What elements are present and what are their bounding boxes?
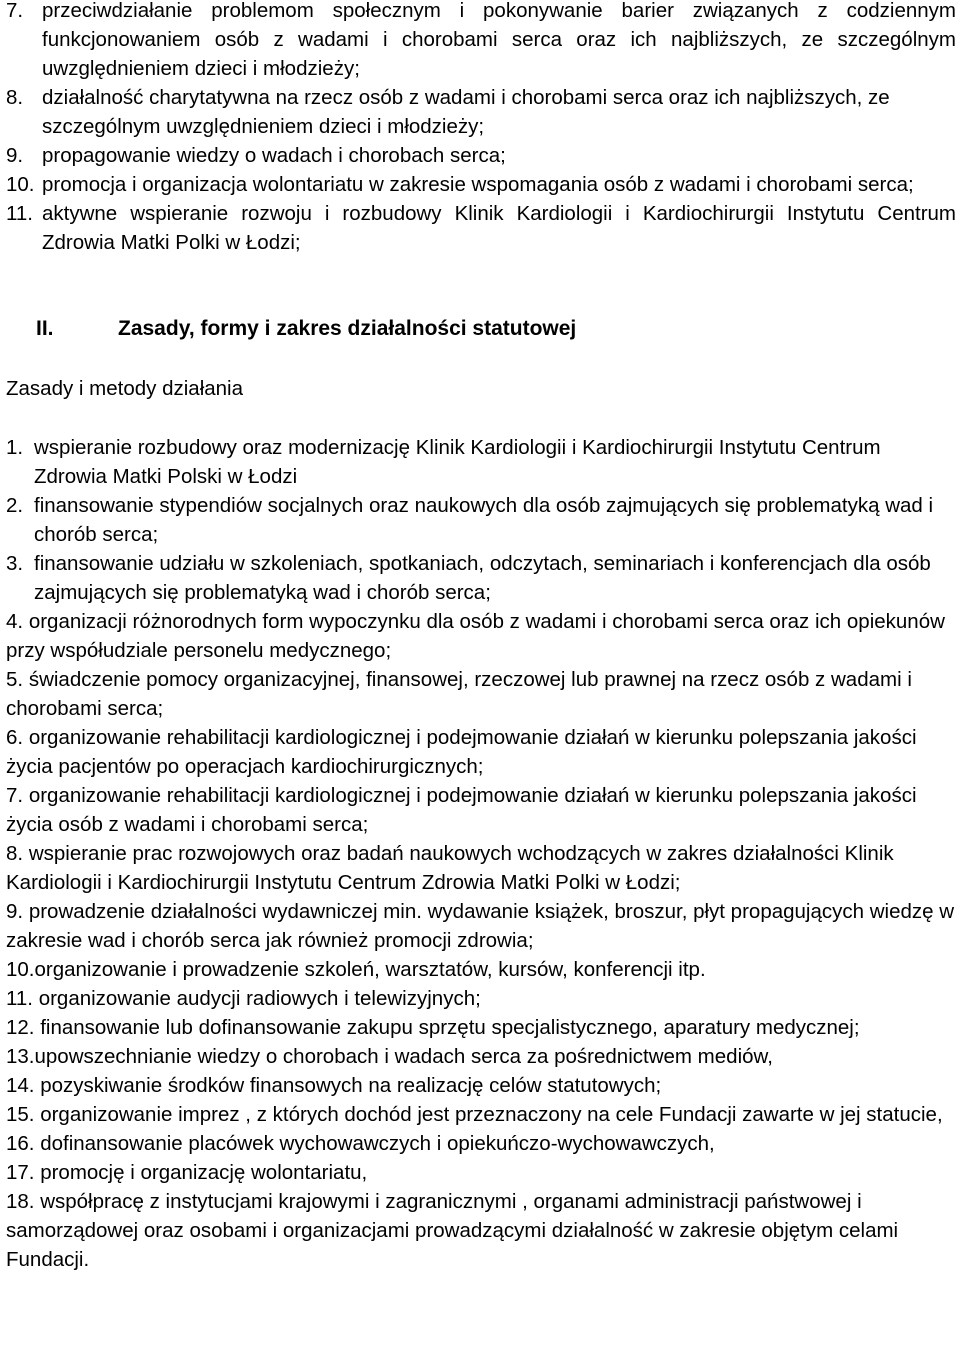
- section-number: II.: [36, 317, 54, 340]
- methods-list: [6, 433, 956, 1274]
- list-item: [6, 984, 956, 1013]
- item-text: dofinansowanie placówek wychowawczych i opiekuńczo-wychowawczych,: [40, 1132, 715, 1155]
- item-text: wspieranie prac rozwojowych oraz badań naukowych wchodzących w zakres działalności Klinik Kardiologii i Kardiochirurgii Instytutu Centrum Zdrowia Matki Polki w Łodzi;: [6, 842, 894, 894]
- item-number: 16.: [6, 1132, 35, 1155]
- item-number: 4.: [6, 610, 24, 633]
- item-number: 11.: [6, 987, 33, 1010]
- item-text: organizowanie rehabilitacji kardiologicznej i podejmowanie działań w kierunku polepszania jakości życia osób z wadami i chorobami serca;: [6, 784, 917, 836]
- item-number: 11.: [6, 202, 33, 225]
- item-text: świadczenie pomocy organizacyjnej, finansowej, rzeczowej lub prawnej na rzecz osób z wadami i chorobami serca;: [6, 668, 912, 720]
- list-item: [6, 665, 956, 723]
- item-number: 7.: [6, 0, 24, 22]
- item-text: organizowanie imprez , z których dochód jest przeznaczony na cele Fundacji zawarte w jej statucie,: [40, 1103, 943, 1126]
- item-number: 15.: [6, 1103, 35, 1126]
- subheading: Zasady i metody działania: [6, 377, 244, 400]
- list-item: [6, 1187, 956, 1274]
- list-item: [6, 141, 956, 170]
- item-number: 5.: [6, 668, 24, 691]
- section-title: Zasady, formy i zakres działalności statutowej: [118, 317, 577, 340]
- item-number: 2.: [6, 494, 24, 517]
- item-text: finansowanie stypendiów socjalnych oraz naukowych dla osób zajmujących się problematyką wad i chorób serca;: [34, 494, 934, 546]
- list-item: [6, 170, 956, 199]
- item-number: 9.: [6, 144, 24, 167]
- list-item: [6, 199, 956, 257]
- item-number: 10.: [6, 173, 35, 196]
- list-item: [6, 491, 956, 549]
- list-item: [6, 897, 956, 955]
- item-text: działalność charytatywna na rzecz osób z wadami i chorobami serca oraz ich najbliższych, ze szczególnym uwzględnieniem dzieci i młodzieży;: [42, 86, 890, 138]
- item-number: 10.: [6, 958, 35, 981]
- list-item: [6, 1129, 956, 1158]
- item-text: wspieranie rozbudowy oraz modernizację Klinik Kardiologii i Kardiochirurgii Instytutu Centrum Zdrowia Matki Polski w Łodzi: [34, 436, 881, 488]
- list-item: [6, 955, 956, 984]
- item-text: aktywne wspieranie rozwoju i rozbudowy Klinik Kardiologii i Kardiochirurgii Instytutu Centrum Zdrowia Matki Polki w Łodzi;: [42, 202, 956, 254]
- list-item: [6, 1100, 956, 1129]
- list-item: [6, 723, 956, 781]
- list-item: [6, 1013, 956, 1042]
- goals-list: [6, 0, 956, 257]
- item-text: finansowanie lub dofinansowanie zakupu sprzętu specjalistycznego, aparatury medycznej;: [40, 1016, 860, 1039]
- item-number: 14.: [6, 1074, 35, 1097]
- item-number: 7.: [6, 784, 24, 807]
- item-number: 12.: [6, 1016, 35, 1039]
- item-text: organizowanie audycji radiowych i telewizyjnych;: [38, 987, 481, 1010]
- list-item: [6, 781, 956, 839]
- list-item: [6, 1071, 956, 1100]
- item-number: 9.: [6, 900, 24, 923]
- item-number: 3.: [6, 552, 24, 575]
- item-text: prowadzenie działalności wydawniczej min. wydawanie książek, broszur, płyt propagujących wiedzę w zakresie wad i chorób serca jak również promocji zdrowia;: [6, 900, 955, 952]
- item-number: 17.: [6, 1161, 35, 1184]
- item-text: promocja i organizacja wolontariatu w zakresie wspomagania osób z wadami i chorobami serca;: [42, 173, 914, 196]
- item-text: finansowanie udziału w szkoleniach, spotkaniach, odczytach, seminariach i konferencjach dla osób zajmujących się problematyką wad i chorób serca;: [34, 552, 931, 604]
- item-number: 8.: [6, 86, 24, 109]
- item-text: przeciwdziałanie problemom społecznym i pokonywanie barier związanych z codziennym funkcjonowaniem osób z wadami i chorobami serca oraz ich najbliższych, ze szczególnym uwzględnieniem dzieci i młodzieży;: [42, 0, 956, 80]
- item-text: upowszechnianie wiedzy o chorobach i wadach serca za pośrednictwem mediów,: [34, 1045, 773, 1068]
- item-number: 18.: [6, 1190, 35, 1213]
- item-number: 1.: [6, 436, 24, 459]
- list-item: [6, 433, 956, 491]
- item-text: promocję i organizację wolontariatu,: [40, 1161, 368, 1184]
- section-heading: [36, 314, 576, 343]
- item-text: organizowanie rehabilitacji kardiologicznej i podejmowanie działań w kierunku polepszania jakości życia pacjentów po operacjach kardiochirurgicznych;: [6, 726, 917, 778]
- item-text: propagowanie wiedzy o wadach i chorobach serca;: [42, 144, 506, 167]
- item-text: współpracę z instytucjami krajowymi i zagranicznymi , organami administracji państwowej i samorządowej oraz osobami i organizacjami prowadzącymi działalność w zakresie objętym celami Fundacji.: [6, 1190, 899, 1271]
- item-text: organizowanie i prowadzenie szkoleń, warsztatów, kursów, konferencji itp.: [34, 958, 706, 981]
- item-number: 8.: [6, 842, 24, 865]
- list-item: [6, 549, 956, 607]
- item-number: 6.: [6, 726, 24, 749]
- list-item: [6, 0, 956, 83]
- list-item: [6, 1042, 956, 1071]
- item-text: pozyskiwanie środków finansowych na realizację celów statutowych;: [40, 1074, 662, 1097]
- list-item: [6, 83, 956, 141]
- list-item: [6, 839, 956, 897]
- item-number: 13.: [6, 1045, 35, 1068]
- list-item: [6, 607, 956, 665]
- list-item: [6, 1158, 956, 1187]
- item-text: organizacji różnorodnych form wypoczynku dla osób z wadami i chorobami serca oraz ich opiekunów przy współudziale personelu medycznego;: [6, 610, 945, 662]
